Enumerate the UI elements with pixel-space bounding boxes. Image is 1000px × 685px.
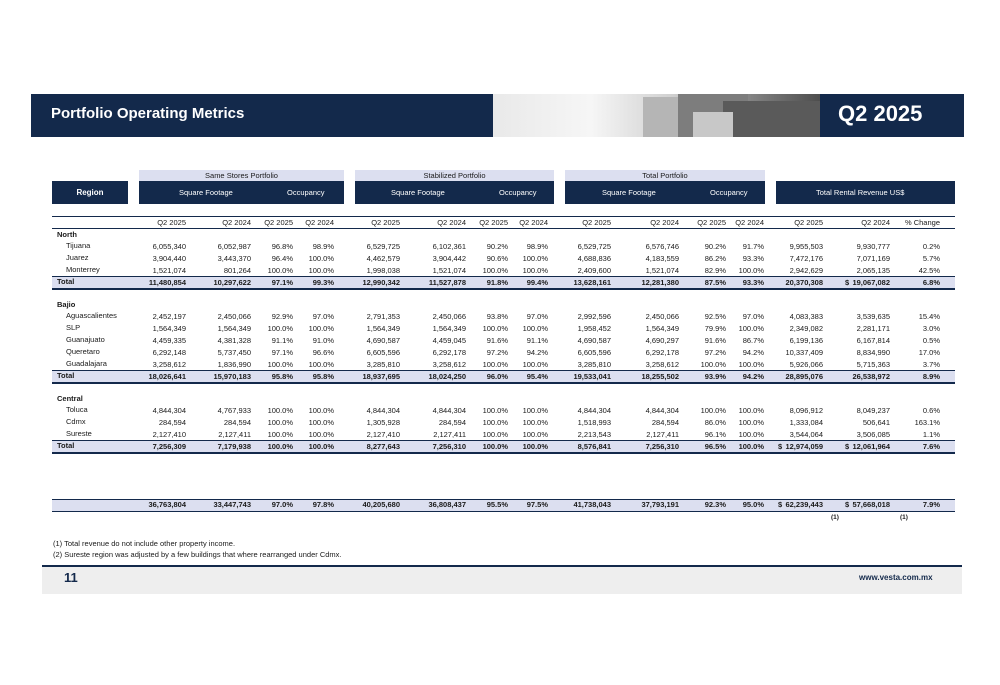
table-cell: 6,292,148	[152, 348, 186, 357]
total-label: Total	[57, 441, 75, 450]
table-cell: 96.4%	[271, 254, 293, 263]
total-cell: 96.5%	[704, 442, 726, 451]
table-cell: 100.0%	[700, 360, 726, 369]
sqft-header-total: Square Footage	[602, 188, 656, 197]
table-cell: 94.2%	[742, 348, 764, 357]
grand-total-cell: 7.9%	[922, 500, 940, 509]
table-cell: 1,564,349	[366, 324, 400, 333]
table-cell: 90.2%	[704, 242, 726, 251]
total-cell: 7,179,938	[217, 442, 251, 451]
table-cell: 100.0%	[738, 418, 764, 427]
table-cell: 284,594	[651, 418, 679, 427]
table-cell: 2,349,082	[789, 324, 823, 333]
table-cell: 100.0%	[308, 406, 334, 415]
total-cell: 99.3%	[312, 278, 334, 287]
sqft-header-stabilized: Square Footage	[391, 188, 445, 197]
table-cell: 42.5%	[918, 266, 940, 275]
total-cell: 95.8%	[312, 372, 334, 381]
table-cell: 2,213,543	[577, 430, 611, 439]
table-cell: 2,992,596	[577, 312, 611, 321]
table-cell: 5,737,450	[217, 348, 251, 357]
table-cell: 100.0%	[522, 418, 548, 427]
table-cell: 2,409,600	[577, 266, 611, 275]
section-label: North	[57, 230, 77, 239]
dollar-sign: $	[845, 278, 850, 287]
building-photo	[493, 94, 820, 137]
table-cell: 2,450,066	[432, 312, 466, 321]
table-cell: 91.7%	[742, 242, 764, 251]
grand-total-cell: 97.5%	[526, 500, 548, 509]
table-cell: 4,844,304	[577, 406, 611, 415]
footer-band	[42, 565, 962, 594]
table-cell: 2,127,410	[366, 430, 400, 439]
table-cell: 100.0%	[522, 406, 548, 415]
table-cell: 2,452,197	[152, 312, 186, 321]
table-cell: 1,333,084	[789, 418, 823, 427]
table-cell: 91.0%	[312, 336, 334, 345]
table-cell: 506,641	[862, 418, 890, 427]
table-cell: 91.6%	[704, 336, 726, 345]
sqft-header-same: Square Footage	[179, 188, 233, 197]
section-label: Central	[57, 394, 83, 403]
table-cell: 2,127,411	[218, 430, 251, 439]
table-cell: 3,544,064	[789, 430, 823, 439]
table-cell: 100.0%	[482, 418, 508, 427]
total-cell: 28,895,076	[785, 372, 823, 381]
table-cell: 97.0%	[312, 312, 334, 321]
total-cell: 18,937,695	[362, 372, 400, 381]
table-cell: 4,381,328	[217, 336, 251, 345]
table-cell: 6,292,178	[645, 348, 679, 357]
header-gap	[765, 181, 776, 204]
table-cell: 284,594	[438, 418, 466, 427]
grand-total-cell: 37,793,191	[641, 500, 679, 509]
total-label: Total	[57, 371, 75, 380]
table-cell: 97.1%	[271, 348, 293, 357]
group-same-stores: Same Stores Portfolio	[139, 170, 344, 181]
table-cell: 82.9%	[704, 266, 726, 275]
table-cell: 9,955,503	[789, 242, 823, 251]
table-cell: 92.9%	[271, 312, 293, 321]
total-cell: 95.8%	[271, 372, 293, 381]
total-label: Total	[57, 277, 75, 286]
table-cell: 100.0%	[738, 406, 764, 415]
table-cell: 4,767,933	[217, 406, 251, 415]
table-cell: 2,065,135	[856, 266, 890, 275]
table-cell: 4,690,587	[577, 336, 611, 345]
table-cell: 1,521,074	[432, 266, 466, 275]
table-cell: 100.0%	[308, 254, 334, 263]
total-cell: 6.8%	[922, 278, 940, 287]
total-cell: 7.6%	[922, 442, 940, 451]
table-cell: 4,462,579	[366, 254, 400, 263]
column-header: Q2 2025	[371, 218, 400, 227]
table-cell: 100.0%	[738, 430, 764, 439]
region-name: Juarez	[66, 253, 89, 262]
table-cell: 4,844,304	[152, 406, 186, 415]
column-header: % Change	[904, 218, 940, 227]
total-cell: 100.0%	[522, 442, 548, 451]
table-cell: 2,127,411	[433, 430, 466, 439]
total-cell: 12,990,342	[362, 278, 400, 287]
table-cell: 1,998,038	[366, 266, 400, 275]
table-cell: 5.7%	[922, 254, 940, 263]
dollar-sign: $	[845, 442, 850, 451]
region-name: Queretaro	[66, 347, 100, 356]
table-cell: 0.2%	[922, 242, 940, 251]
table-cell: 6,529,725	[366, 242, 400, 251]
table-cell: 6,055,340	[152, 242, 186, 251]
table-cell: 1,564,349	[432, 324, 466, 333]
table-cell: 90.2%	[486, 242, 508, 251]
region-header: Region	[52, 181, 128, 204]
table-cell: 98.9%	[312, 242, 334, 251]
table-cell: 100.0%	[308, 324, 334, 333]
table-cell: 97.0%	[526, 312, 548, 321]
total-cell: 100.0%	[267, 442, 293, 451]
table-cell: 100.0%	[308, 360, 334, 369]
table-cell: 100.0%	[522, 266, 548, 275]
table-cell: 98.9%	[526, 242, 548, 251]
table-cell: 5,926,066	[789, 360, 823, 369]
column-header: Q2 2024	[861, 218, 890, 227]
table-cell: 91.1%	[271, 336, 293, 345]
table-cell: 163.1%	[914, 418, 940, 427]
table-cell: 3,539,635	[856, 312, 890, 321]
total-cell: 96.0%	[486, 372, 508, 381]
table-cell: 4,690,587	[366, 336, 400, 345]
table-cell: 90.6%	[486, 254, 508, 263]
table-cell: 4,690,297	[645, 336, 679, 345]
total-cell: 8,277,643	[366, 442, 400, 451]
total-cell: 19,067,082	[852, 278, 890, 287]
region-name: Toluca	[66, 405, 88, 414]
footnote-1: (1) Total revenue do not include other property income.	[53, 539, 236, 548]
total-cell: 91.8%	[486, 278, 508, 287]
table-cell: 100.0%	[522, 430, 548, 439]
header-gap	[554, 181, 565, 204]
dollar-sign: $	[845, 500, 850, 509]
region-name: Cdmx	[66, 417, 86, 426]
table-cell: 100.0%	[738, 324, 764, 333]
region-name: Tijuana	[66, 241, 91, 250]
table-cell: 94.2%	[526, 348, 548, 357]
occupancy-header-same: Occupancy	[287, 188, 325, 197]
table-cell: 100.0%	[267, 324, 293, 333]
table-cell: 100.0%	[738, 266, 764, 275]
table-cell: 3,258,612	[432, 360, 466, 369]
column-header: Q2 2024	[305, 218, 334, 227]
table-cell: 100.0%	[482, 360, 508, 369]
table-cell: 100.0%	[267, 266, 293, 275]
table-cell: 100.0%	[308, 430, 334, 439]
table-cell: 3,285,810	[577, 360, 611, 369]
table-cell: 6,605,596	[577, 348, 611, 357]
table-cell: 2,942,629	[789, 266, 823, 275]
table-cell: 1,836,990	[217, 360, 251, 369]
column-header: Q2 2025	[264, 218, 293, 227]
table-cell: 4,844,304	[645, 406, 679, 415]
table-cell: 6,102,361	[432, 242, 466, 251]
page-title: Portfolio Operating Metrics	[51, 105, 245, 122]
table-cell: 1,564,349	[645, 324, 679, 333]
table-cell: 100.0%	[482, 324, 508, 333]
table-cell: 8,049,237	[856, 406, 890, 415]
group-total: Total Portfolio	[565, 170, 765, 181]
table-cell: 6,529,725	[577, 242, 611, 251]
table-cell: 97.0%	[742, 312, 764, 321]
region-name: Sureste	[66, 429, 92, 438]
total-cell: 13,628,161	[573, 278, 611, 287]
total-cell: 97.1%	[271, 278, 293, 287]
table-cell: 4,083,383	[789, 312, 823, 321]
table-cell: 93.8%	[486, 312, 508, 321]
total-cell: 87.5%	[704, 278, 726, 287]
total-cell: 7,256,309	[152, 442, 186, 451]
total-cell: 8.9%	[922, 372, 940, 381]
column-header: Q2 2024	[437, 218, 466, 227]
total-cell: 95.4%	[526, 372, 548, 381]
table-cell: 7,071,169	[856, 254, 890, 263]
table-cell: 3.0%	[922, 324, 940, 333]
group-stabilized: Stabilized Portfolio	[355, 170, 554, 181]
total-cell: 100.0%	[738, 442, 764, 451]
table-cell: 3.7%	[922, 360, 940, 369]
region-name: Aguascalientes	[66, 311, 117, 320]
total-cell: 12,974,059	[785, 442, 823, 451]
grand-total-cell: 33,447,743	[213, 500, 251, 509]
total-cell: 93.3%	[742, 278, 764, 287]
table-cell: 3,258,612	[645, 360, 679, 369]
footnote-2: (2) Sureste region was adjusted by a few buildings that where rearranged under Cdmx.	[53, 550, 342, 559]
total-cell: 18,026,641	[148, 372, 186, 381]
occupancy-header-total: Occupancy	[710, 188, 748, 197]
table-cell: 284,594	[158, 418, 186, 427]
table-cell: 7,472,176	[789, 254, 823, 263]
table-cell: 91.1%	[526, 336, 548, 345]
table-cell: 2,791,353	[366, 312, 400, 321]
quarter-label: Q2 2025	[838, 101, 923, 126]
table-cell: 6,199,136	[789, 336, 823, 345]
table-cell: 3,904,442	[432, 254, 466, 263]
table-cell: 6,605,596	[366, 348, 400, 357]
occupancy-header-stabilized: Occupancy	[499, 188, 537, 197]
table-cell: 1,518,993	[577, 418, 611, 427]
total-cell: 11,527,878	[428, 278, 466, 287]
column-header: Q2 2024	[519, 218, 548, 227]
table-cell: 79.9%	[704, 324, 726, 333]
column-header: Q2 2025	[157, 218, 186, 227]
total-cell: 26,538,972	[852, 372, 890, 381]
total-cell: 15,970,183	[213, 372, 251, 381]
grand-total-cell: 40,205,680	[362, 500, 400, 509]
total-cell: 100.0%	[308, 442, 334, 451]
table-cell: 6,167,814	[856, 336, 890, 345]
total-cell: 12,061,964	[852, 442, 890, 451]
table-cell: 91.6%	[486, 336, 508, 345]
total-cell: 7,256,310	[432, 442, 466, 451]
table-cell: 100.0%	[482, 266, 508, 275]
table-cell: 4,183,559	[645, 254, 679, 263]
total-cell: 18,255,502	[641, 372, 679, 381]
table-cell: 2,127,411	[646, 430, 679, 439]
column-header: Q2 2025	[794, 218, 823, 227]
table-cell: 93.3%	[742, 254, 764, 263]
page-number: 11	[64, 570, 78, 585]
total-cell: 94.2%	[742, 372, 764, 381]
total-cell: 10,297,622	[213, 278, 251, 287]
dollar-sign: $	[778, 500, 783, 509]
table-cell: 10,337,409	[785, 348, 823, 357]
table-cell: 6,292,178	[432, 348, 466, 357]
table-cell: 100.0%	[482, 430, 508, 439]
section-label: Bajio	[57, 300, 76, 309]
table-cell: 6,052,987	[217, 242, 251, 251]
table-cell: 100.0%	[522, 360, 548, 369]
metrics-header-bar	[139, 181, 955, 204]
table-cell: 100.0%	[522, 324, 548, 333]
table-cell: 1,564,349	[217, 324, 251, 333]
grand-total-cell: 36,763,804	[148, 500, 186, 509]
table-cell: 9,930,777	[856, 242, 890, 251]
column-header: Q2 2025	[479, 218, 508, 227]
table-cell: 0.6%	[922, 406, 940, 415]
table-cell: 3,258,612	[152, 360, 186, 369]
table-cell: 4,459,045	[432, 336, 466, 345]
revenue-header: Total Rental Revenue US$	[816, 188, 905, 197]
table-cell: 86.2%	[704, 254, 726, 263]
total-cell: 93.9%	[704, 372, 726, 381]
region-name: Guadalajara	[66, 359, 107, 368]
total-cell: 11,480,854	[148, 278, 186, 287]
table-cell: 2,127,410	[152, 430, 186, 439]
table-cell: 92.5%	[704, 312, 726, 321]
total-cell: 100.0%	[482, 442, 508, 451]
column-header: Q2 2025	[582, 218, 611, 227]
grand-total-cell: 95.0%	[742, 500, 764, 509]
table-cell: 100.0%	[267, 418, 293, 427]
total-cell: 20,370,308	[785, 278, 823, 287]
footnote-marker: (1)	[831, 514, 839, 521]
table-cell: 3,443,370	[217, 254, 251, 263]
table-cell: 1,521,074	[152, 266, 186, 275]
table-cell: 100.0%	[267, 360, 293, 369]
table-cell: 96.6%	[312, 348, 334, 357]
region-name: SLP	[66, 323, 81, 332]
table-cell: 2,450,066	[217, 312, 251, 321]
table-cell: 3,285,810	[366, 360, 400, 369]
table-cell: 100.0%	[267, 406, 293, 415]
total-cell: 18,024,250	[428, 372, 466, 381]
grand-total-cell: 41,738,043	[573, 500, 611, 509]
table-cell: 3,506,085	[856, 430, 890, 439]
table-cell: 86.7%	[742, 336, 764, 345]
table-cell: 15.4%	[918, 312, 940, 321]
column-header: Q2 2024	[735, 218, 764, 227]
total-cell: 12,281,380	[641, 278, 679, 287]
table-cell: 100.0%	[308, 418, 334, 427]
table-cell: 4,844,304	[432, 406, 466, 415]
total-cell: 8,576,841	[577, 442, 611, 451]
table-cell: 100.0%	[308, 266, 334, 275]
table-cell: 97.2%	[704, 348, 726, 357]
table-cell: 2,281,171	[856, 324, 890, 333]
total-cell: 99.4%	[526, 278, 548, 287]
table-cell: 8,096,912	[789, 406, 823, 415]
total-cell: 19,533,041	[573, 372, 611, 381]
table-cell: 100.0%	[482, 406, 508, 415]
table-cell: 1,305,928	[366, 418, 400, 427]
grand-total-cell: 95.5%	[486, 500, 508, 509]
table-cell: 86.0%	[704, 418, 726, 427]
region-name: Monterrey	[66, 265, 100, 274]
table-cell: 801,264	[223, 266, 251, 275]
table-cell: 5,715,363	[856, 360, 890, 369]
column-header: Q2 2025	[697, 218, 726, 227]
table-cell: 4,688,836	[577, 254, 611, 263]
table-cell: 1,521,074	[645, 266, 679, 275]
table-cell: 2,450,066	[645, 312, 679, 321]
table-cell: 4,459,335	[152, 336, 186, 345]
grand-total-cell: 97.8%	[312, 500, 334, 509]
grand-total-cell: 62,239,443	[785, 500, 823, 509]
region-name: Guanajuato	[66, 335, 105, 344]
grand-total-cell: 36,808,437	[428, 500, 466, 509]
table-cell: 1,958,452	[577, 324, 611, 333]
grand-total-cell: 92.3%	[704, 500, 726, 509]
table-cell: 17.0%	[918, 348, 940, 357]
table-cell: 4,844,304	[366, 406, 400, 415]
table-cell: 96.8%	[271, 242, 293, 251]
table-cell: 6,576,746	[645, 242, 679, 251]
grand-total-cell: 97.0%	[271, 500, 293, 509]
header-gap	[344, 181, 355, 204]
table-cell: 96.1%	[704, 430, 726, 439]
table-cell: 100.0%	[267, 430, 293, 439]
total-cell: 7,256,310	[645, 442, 679, 451]
dollar-sign: $	[778, 442, 783, 451]
column-header: Q2 2024	[222, 218, 251, 227]
table-cell: 3,904,440	[152, 254, 186, 263]
table-cell: 100.0%	[738, 360, 764, 369]
table-cell: 97.2%	[486, 348, 508, 357]
table-cell: 100.0%	[522, 254, 548, 263]
grand-total-cell: 57,668,018	[852, 500, 890, 509]
table-cell: 0.5%	[922, 336, 940, 345]
footnote-marker: (1)	[900, 514, 908, 521]
table-cell: 1,564,349	[152, 324, 186, 333]
table-cell: 100.0%	[700, 406, 726, 415]
table-cell: 284,594	[223, 418, 251, 427]
website-link[interactable]: www.vesta.com.mx	[859, 573, 933, 582]
column-header: Q2 2024	[650, 218, 679, 227]
table-cell: 8,834,990	[856, 348, 890, 357]
table-cell: 1.1%	[922, 430, 940, 439]
